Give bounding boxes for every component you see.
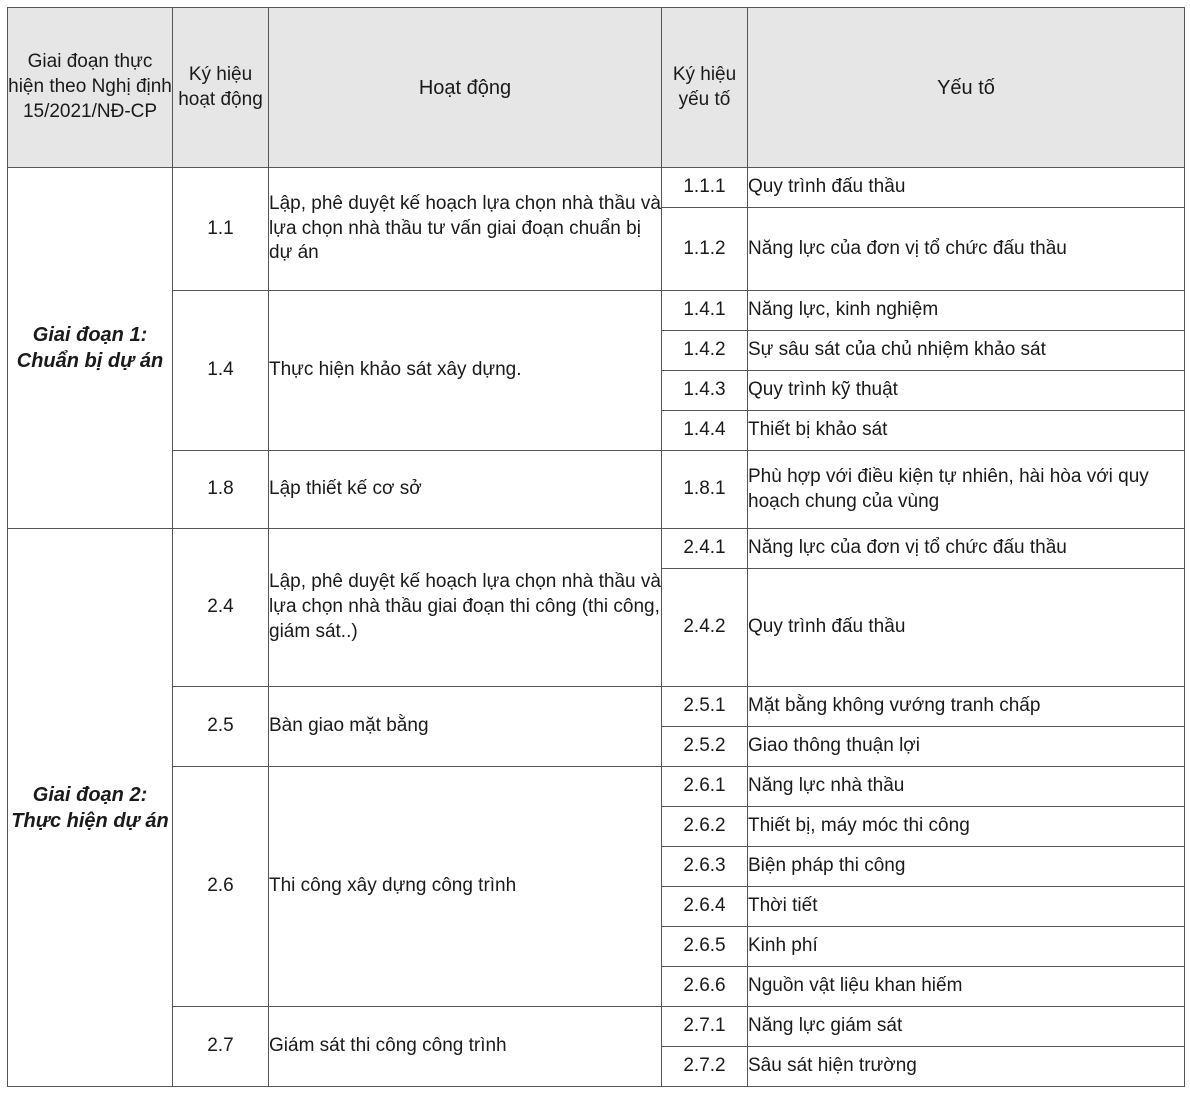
activity-name: Bàn giao mặt bằng bbox=[269, 687, 662, 767]
factor-name: Thời tiết bbox=[748, 887, 1185, 927]
table-row bbox=[8, 767, 1185, 807]
activity-name: Giám sát thi công công trình bbox=[269, 1007, 662, 1087]
activity-name: Thi công xây dựng công trình bbox=[269, 767, 662, 1007]
activity-code: 2.4 bbox=[173, 529, 269, 687]
stage-2-line1: Giai đoạn 2: bbox=[32, 783, 148, 806]
risk-factor-table bbox=[7, 7, 1185, 1087]
factor-code: 1.4.1 bbox=[662, 291, 748, 331]
header-row bbox=[8, 8, 1185, 168]
factor-name: Năng lực giám sát bbox=[748, 1007, 1185, 1047]
activity-code: 1.1 bbox=[173, 168, 269, 291]
factor-code: 2.6.3 bbox=[662, 847, 748, 887]
stage-1-line1: Giai đoạn 1: bbox=[32, 324, 148, 346]
factor-code: 2.4.2 bbox=[662, 569, 748, 687]
factor-code: 1.1.2 bbox=[662, 208, 748, 291]
factor-code: 2.5.1 bbox=[662, 687, 748, 727]
header-factor: Yếu tố bbox=[748, 8, 1185, 168]
factor-code: 1.8.1 bbox=[662, 451, 748, 529]
stage-2-line2: Thực hiện dự án bbox=[11, 809, 169, 832]
factor-name: Quy trình kỹ thuật bbox=[748, 371, 1185, 411]
activity-code: 2.6 bbox=[173, 767, 269, 1007]
factor-name: Sự sâu sát của chủ nhiệm khảo sát bbox=[748, 331, 1185, 371]
factor-code: 2.5.2 bbox=[662, 727, 748, 767]
factor-code: 1.4.4 bbox=[662, 411, 748, 451]
header-stage: Giai đoạn thực hiện theo Nghị định 15/2021/NĐ-CP bbox=[8, 8, 173, 168]
factor-name: Sâu sát hiện trường bbox=[748, 1047, 1185, 1087]
table-row bbox=[8, 1007, 1185, 1047]
factor-name: Năng lực của đơn vị tổ chức đấu thầu bbox=[748, 529, 1185, 569]
table-row bbox=[8, 687, 1185, 727]
activity-code: 2.7 bbox=[173, 1007, 269, 1087]
factor-code: 2.6.4 bbox=[662, 887, 748, 927]
header-activity-code: Ký hiệu hoạt động bbox=[173, 8, 269, 168]
factor-code: 2.7.2 bbox=[662, 1047, 748, 1087]
factor-name: Nguồn vật liệu khan hiếm bbox=[748, 967, 1185, 1007]
factor-code: 2.6.2 bbox=[662, 807, 748, 847]
activity-code: 1.4 bbox=[173, 291, 269, 451]
activity-code: 1.8 bbox=[173, 451, 269, 529]
factor-name: Năng lực nhà thầu bbox=[748, 767, 1185, 807]
factor-name: Quy trình đấu thầu bbox=[748, 569, 1185, 687]
header-activity: Hoạt động bbox=[269, 8, 662, 168]
activity-name: Thực hiện khảo sát xây dựng. bbox=[269, 291, 662, 451]
table-row bbox=[8, 529, 1185, 569]
factor-name: Quy trình đấu thầu bbox=[748, 168, 1185, 208]
factor-code: 1.1.1 bbox=[662, 168, 748, 208]
factor-code: 2.6.1 bbox=[662, 767, 748, 807]
factor-name: Mặt bằng không vướng tranh chấp bbox=[748, 687, 1185, 727]
factor-name: Phù hợp với điều kiện tự nhiên, hài hòa với quy hoạch chung của vùng bbox=[748, 451, 1185, 529]
table-row bbox=[8, 291, 1185, 331]
factor-name: Năng lực, kinh nghiệm bbox=[748, 291, 1185, 331]
table-row bbox=[8, 168, 1185, 208]
factor-name: Thiết bị, máy móc thi công bbox=[748, 807, 1185, 847]
factor-code: 2.6.5 bbox=[662, 927, 748, 967]
activity-name: Lập, phê duyệt kế hoạch lựa chọn nhà thầu và lựa chọn nhà thầu giai đoạn thi công (thi công, giám sát..) bbox=[269, 529, 662, 687]
factor-name: Giao thông thuận lợi bbox=[748, 727, 1185, 767]
stage-1-line2: Chuẩn bị dự án bbox=[16, 350, 164, 372]
factor-code: 2.4.1 bbox=[662, 529, 748, 569]
factor-code: 2.6.6 bbox=[662, 967, 748, 1007]
header-factor-code: Ký hiệu yếu tố bbox=[662, 8, 748, 168]
factor-name: Năng lực của đơn vị tổ chức đấu thầu bbox=[748, 208, 1185, 291]
table-row bbox=[8, 451, 1185, 529]
factor-name: Kinh phí bbox=[748, 927, 1185, 967]
stage-1-cell bbox=[8, 168, 173, 529]
stage-2-cell bbox=[8, 529, 173, 1087]
factor-name: Thiết bị khảo sát bbox=[748, 411, 1185, 451]
factor-code: 1.4.2 bbox=[662, 331, 748, 371]
activity-name: Lập thiết kế cơ sở bbox=[269, 451, 662, 529]
factor-name: Biện pháp thi công bbox=[748, 847, 1185, 887]
factor-code: 1.4.3 bbox=[662, 371, 748, 411]
activity-name: Lập, phê duyệt kế hoạch lựa chọn nhà thầu và lựa chọn nhà thầu tư vấn giai đoạn chuẩn bị dự án bbox=[269, 168, 662, 291]
activity-code: 2.5 bbox=[173, 687, 269, 767]
factor-code: 2.7.1 bbox=[662, 1007, 748, 1047]
